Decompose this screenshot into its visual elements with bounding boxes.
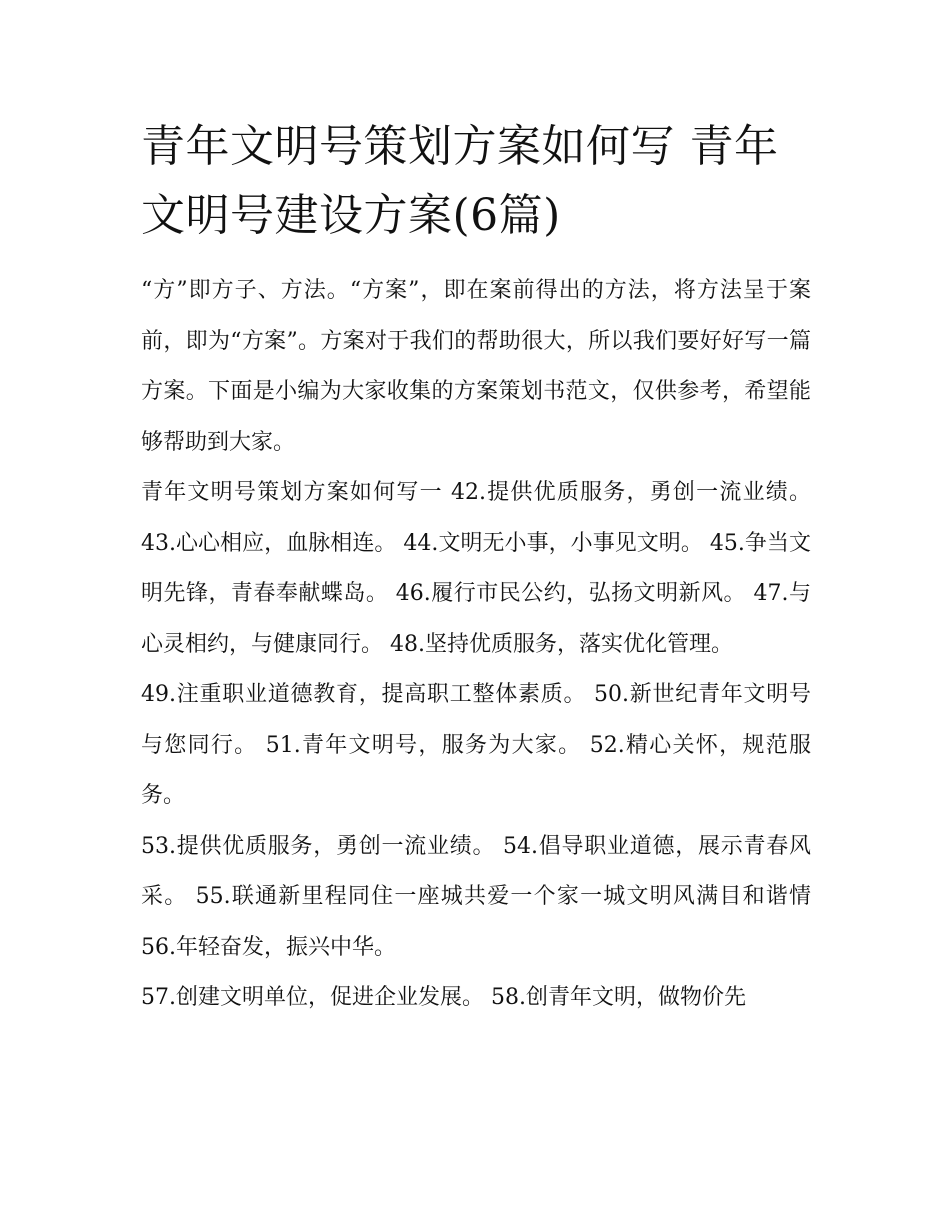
document-page bbox=[141, 112, 811, 1024]
slogan-paragraph-2: 49.注重职业道德教育，提高职工整体素质。 50.新世纪青年文明号与您同行。 51.青年文明号，服务为大家。 52.精心关怀，规范服务。 bbox=[141, 682, 811, 808]
intro-paragraph: “方”即方子、方法。“方案”，即在案前得出的方法，将方法呈于案前，即为“方案”。方案对于我们的帮助很大，所以我们要好好写一篇方案。下面是小编为大家收集的方案策划书范文，仅供参考，希望能够帮助到大家。 bbox=[141, 278, 811, 455]
slogan-paragraph-4: 57.创建文明单位，促进企业发展。 58.创青年文明，做物价先 bbox=[141, 985, 746, 1010]
slogan-paragraph-1: 青年文明号策划方案如何写一 42.提供优质服务，勇创一流业绩。 43.心心相应，血脉相连。 44.文明无小事，小事见文明。 45.争当文明先锋，青春奉献蝶岛。 46.履行市民公约，弘扬文明新风。 47.与心灵相约，与健康同行。 48.坚持优质服务，落实优化管理。 bbox=[141, 480, 811, 657]
slogan-paragraph-3: 53.提供优质服务，勇创一流业绩。 54.倡导职业道德，展示青春风采。 55.联通新里程同住一座城共爱一个家一城文明风满目和谐情 56.年轻奋发，振兴中华。 bbox=[141, 833, 811, 960]
document-title: 青年文明号策划方案如何写 青年文明号建设方案(6篇) bbox=[141, 121, 779, 241]
